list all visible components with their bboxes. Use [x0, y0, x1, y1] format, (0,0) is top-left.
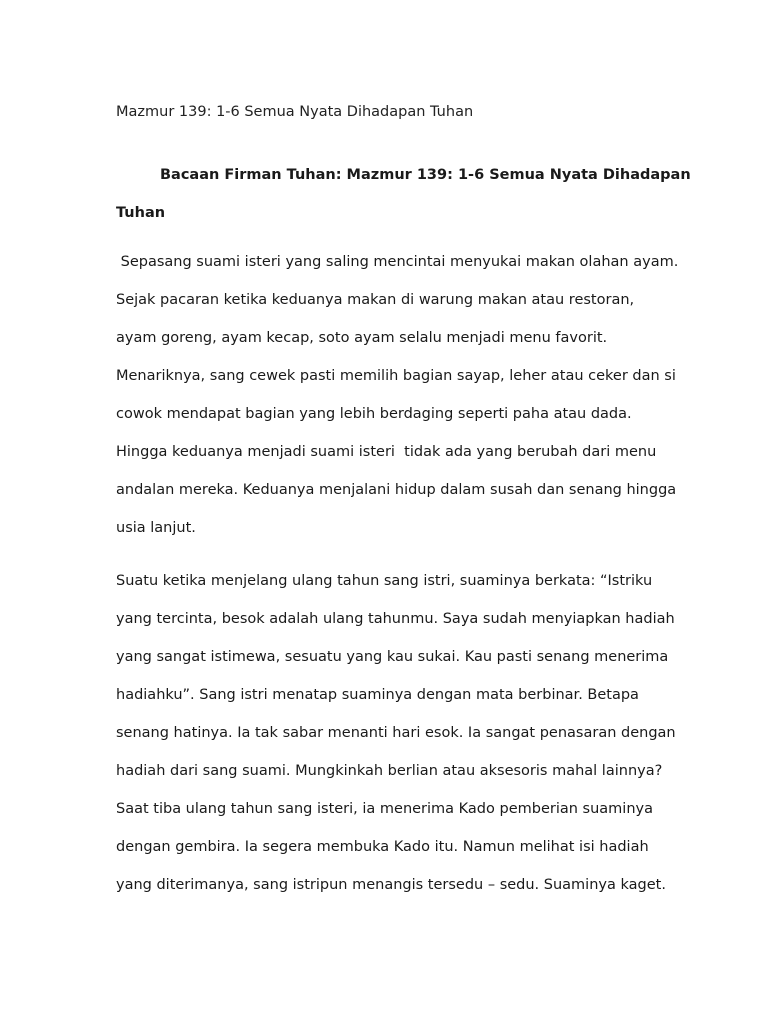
text-line: senang hatinya. Ia tak sabar menanti hari esok. Ia sangat penasaran dengan	[116, 725, 676, 741]
text-line: ayam goreng, ayam kecap, soto ayam selalu menjadi menu favorit.	[116, 330, 608, 346]
paragraph-1	[116, 243, 679, 547]
text-line: Suatu ketika menjelang ulang tahun sang istri, suaminya berkata: “Istriku	[116, 573, 653, 589]
text-line: Sepasang suami isteri yang saling mencintai menyukai makan olahan ayam.	[116, 254, 679, 270]
paragraph-2	[116, 562, 676, 904]
text-line: Hingga keduanya menjadi suami isteri tidak ada yang berubah dari menu	[116, 444, 657, 460]
text-line: cowok mendapat bagian yang lebih berdaging seperti paha atau dada.	[116, 406, 632, 422]
text-line: usia lanjut.	[116, 520, 196, 536]
text-line: yang diterimanya, sang istripun menangis tersedu – sedu. Suaminya kaget.	[116, 877, 666, 893]
text-line: Saat tiba ulang tahun sang isteri, ia menerima Kado pemberian suaminya	[116, 801, 653, 817]
text-line: andalan mereka. Keduanya menjalani hidup dalam susah dan senang hingga	[116, 482, 677, 498]
heading-line: Bacaan Firman Tuhan: Mazmur 139: 1-6 Semua Nyata Dihadapan	[160, 167, 691, 183]
text-line: yang sangat istimewa, sesuatu yang kau sukai. Kau pasti senang menerima	[116, 649, 669, 665]
heading-line: Tuhan	[116, 205, 166, 221]
text-line: dengan gembira. Ia segera membuka Kado itu. Namun melihat isi hadiah	[116, 839, 649, 855]
text-line: hadiahku”. Sang istri menatap suaminya dengan mata berbinar. Betapa	[116, 687, 639, 703]
reading-heading	[116, 156, 691, 232]
text-line: Sejak pacaran ketika keduanya makan di warung makan atau restoran,	[116, 292, 635, 308]
document-title: Mazmur 139: 1-6 Semua Nyata Dihadapan Tuhan	[116, 104, 474, 120]
text-line: Menariknya, sang cewek pasti memilih bagian sayap, leher atau ceker dan si	[116, 368, 676, 384]
text-line: hadiah dari sang suami. Mungkinkah berlian atau aksesoris mahal lainnya?	[116, 763, 663, 779]
text-line: yang tercinta, besok adalah ulang tahunmu. Saya sudah menyiapkan hadiah	[116, 611, 675, 627]
